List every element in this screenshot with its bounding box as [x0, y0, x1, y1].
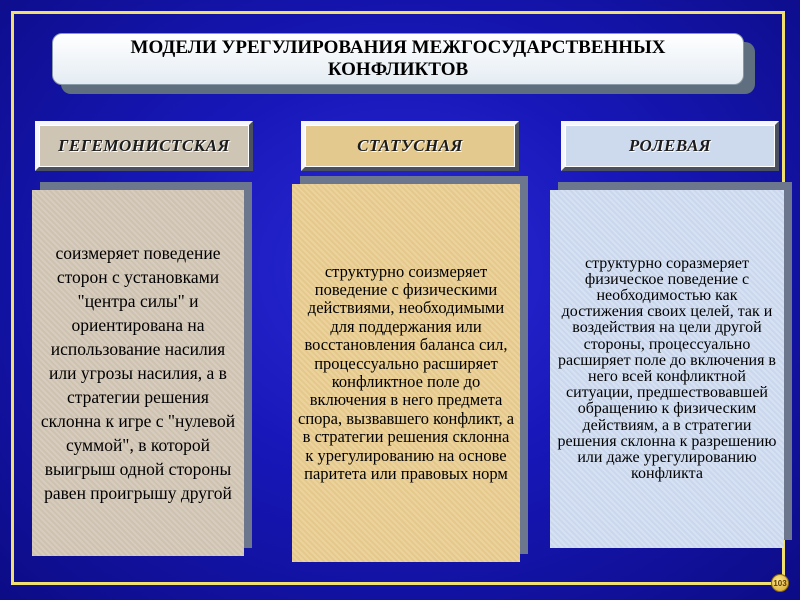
model-header-hegemonic — [35, 121, 253, 171]
model-description-hegemonic: соизмеряет поведение сторон с установками "центра силы" и ориентирована на использование насилия или угрозы насилия, а в стратегии решения склонна к игре с "нулевой суммой", в которой выигрыш одной стороны равен проигрышу другой — [32, 190, 244, 556]
model-header-role — [561, 121, 779, 171]
page-number-badge: 103 — [771, 574, 789, 592]
slide-title: МОДЕЛИ УРЕГУЛИРОВАНИЯ МЕЖГОСУДАРСТВЕННЫХ КОНФЛИКТОВ — [52, 33, 744, 85]
model-header-status — [301, 121, 519, 171]
model-description-role: структурно соразмеряет физическое поведение с необходимостью как достижения своих целей, так и воздействия на цели другой стороны, процессуально расширяет поле до включения в него всей конфликтной ситуации, предшествовавшей обращению к физическим действиям, а в стратегии решения склонна к разрешению или даже урегулированию конфликта — [550, 190, 784, 548]
model-header-hegemonic-label: ГЕГЕМОНИСТСКАЯ — [39, 125, 249, 167]
model-description-status: структурно соизмеряет поведение с физическими действиями, необходимыми для поддержания или восстановления баланса сил, процессуально расширяет конфликтное поле до включения в него предмета спора, вызвавшего конфликт, а в стратегии решения склонна к урегулированию на основе паритета или правовых норм — [292, 184, 520, 562]
model-header-status-label: СТАТУСНАЯ — [305, 125, 515, 167]
model-header-role-label: РОЛЕВАЯ — [565, 125, 775, 167]
